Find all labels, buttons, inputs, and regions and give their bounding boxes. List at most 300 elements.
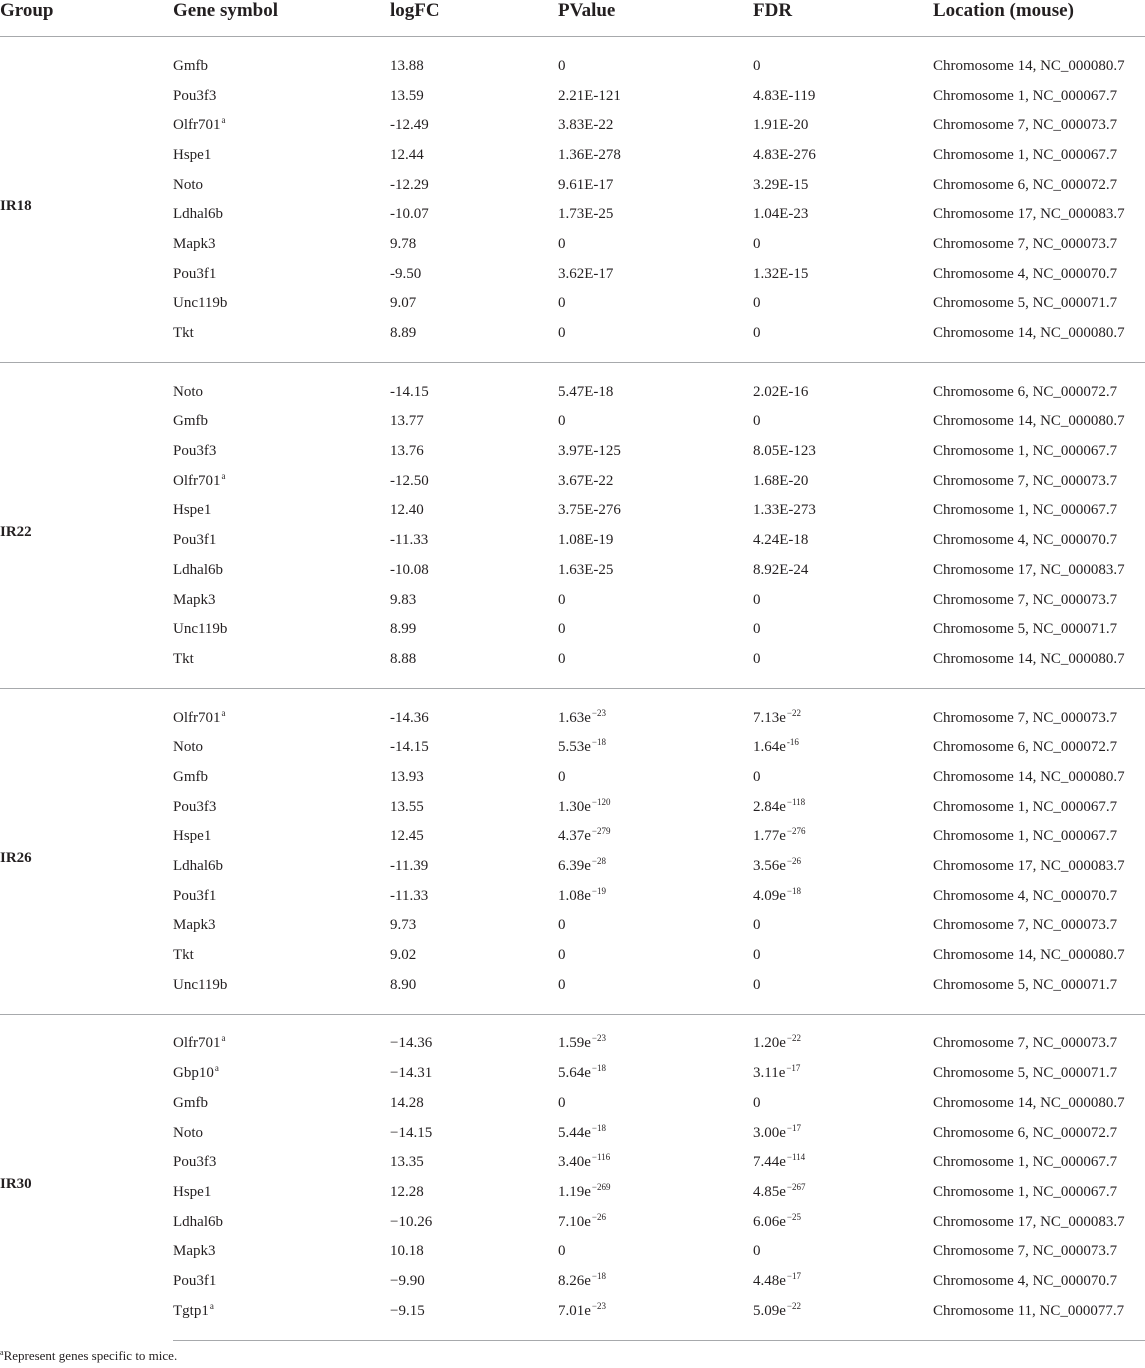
location-cell: Chromosome 7, NC_000073.7 <box>933 591 1118 608</box>
pvalue-cell <box>558 1207 753 1237</box>
gene-symbol-cell-superscript: a <box>221 115 226 126</box>
pvalue-cell <box>558 1236 753 1266</box>
gene-symbol-cell <box>173 644 390 688</box>
logfc-cell: 9.78 <box>390 235 417 252</box>
fdr-cell-value: 8.05E-123 <box>753 443 816 460</box>
fdr-cell-superscript: −17 <box>786 1063 801 1074</box>
logfc-cell: −14.15 <box>390 1124 433 1141</box>
gene-symbol-cell-value: Pou3f1 <box>173 265 217 282</box>
fdr-cell <box>753 81 933 111</box>
fdr-cell-value: 3.29E-15 <box>753 176 809 193</box>
gene-symbol-cell-value: Pou3f3 <box>173 1154 217 1171</box>
pvalue-cell-superscript: −116 <box>591 1152 611 1163</box>
pvalue-cell <box>558 1177 753 1207</box>
gene-symbol-cell <box>173 1147 390 1177</box>
fdr-cell <box>753 1207 933 1237</box>
gene-symbol-cell <box>173 555 390 585</box>
pvalue-cell-value: 1.36E-278 <box>558 146 621 163</box>
logfc-cell: 14.28 <box>390 1094 424 1111</box>
fdr-cell-superscript: −22 <box>786 1300 801 1311</box>
gene-symbol-cell <box>173 1014 390 1058</box>
fdr-cell-value: 0 <box>753 591 761 608</box>
fdr-cell <box>753 140 933 170</box>
pvalue-cell-value: 0 <box>558 650 566 667</box>
gene-symbol-cell-value: Pou3f3 <box>173 443 217 460</box>
logfc-cell: 13.59 <box>390 87 424 104</box>
fdr-cell-value: 0 <box>753 768 761 785</box>
logfc-cell: -14.36 <box>390 688 558 732</box>
gene-symbol-cell <box>173 792 390 822</box>
location-cell: Chromosome 7, NC_000073.7 <box>933 917 1118 934</box>
fdr-cell-value: 5.09e <box>753 1302 786 1319</box>
pvalue-cell <box>558 555 753 585</box>
gene-symbol-cell-value: Tgtp1 <box>173 1302 209 1319</box>
pvalue-cell-value: 3.83E-22 <box>558 117 614 134</box>
pvalue-cell-superscript: −120 <box>591 796 611 807</box>
gene-symbol-cell <box>173 259 390 289</box>
location-cell: Chromosome 14, NC_000080.7 <box>933 325 1125 342</box>
logfc-cell: -12.50 <box>390 472 429 489</box>
fdr-cell <box>753 822 933 852</box>
pvalue-cell <box>558 496 753 526</box>
table-row <box>0 1014 1145 1058</box>
footnote <box>0 1348 177 1364</box>
fdr-cell-superscript: −114 <box>786 1152 806 1163</box>
fdr-cell-superscript: −276 <box>786 826 806 837</box>
gene-symbol-cell-value: Mapk3 <box>173 917 216 934</box>
fdr-cell <box>753 1118 933 1148</box>
gene-symbol-cell <box>173 466 390 496</box>
fdr-cell-value: 0 <box>753 295 761 312</box>
gene-symbol-cell-value: Gmfb <box>173 413 208 430</box>
gene-symbol-cell <box>173 110 390 140</box>
gene-symbol-cell <box>173 170 390 200</box>
table-row <box>0 362 1145 406</box>
fdr-cell <box>753 614 933 644</box>
pvalue-cell-superscript: −18 <box>591 737 606 748</box>
col-header-logfc: logFC <box>390 0 558 37</box>
pvalue-cell-value: 1.63E-25 <box>558 561 614 578</box>
pvalue-cell-value: 5.44e <box>558 1124 591 1141</box>
gene-symbol-cell <box>173 970 390 1014</box>
fdr-cell <box>753 525 933 555</box>
fdr-cell-value: 4.48e <box>753 1272 786 1289</box>
fdr-cell <box>753 1296 933 1340</box>
pvalue-cell-value: 7.10e <box>558 1213 591 1230</box>
gene-symbol-cell-value: Olfr701 <box>173 472 221 489</box>
fdr-cell-value: 1.33E-273 <box>753 502 816 519</box>
gene-symbol-cell-value: Ldhal6b <box>173 561 223 578</box>
fdr-cell-superscript: -16 <box>786 737 799 748</box>
pvalue-cell-value: 0 <box>558 976 566 993</box>
fdr-cell-value: 0 <box>753 325 761 342</box>
location-cell: Chromosome 7, NC_000073.7 <box>933 472 1118 489</box>
pvalue-cell <box>558 762 753 792</box>
pvalue-cell-value: 0 <box>558 917 566 934</box>
fdr-cell <box>753 229 933 259</box>
fdr-cell <box>753 496 933 526</box>
pvalue-cell-superscript: −18 <box>591 1122 606 1133</box>
gene-symbol-cell-value: Unc119b <box>173 621 228 638</box>
logfc-cell: 9.02 <box>390 947 417 964</box>
pvalue-cell <box>558 644 753 688</box>
pvalue-cell-value: 3.40e <box>558 1154 591 1171</box>
location-cell: Chromosome 17, NC_000083.7 <box>933 561 1125 578</box>
fdr-cell-value: 0 <box>753 917 761 934</box>
location-cell: Chromosome 5, NC_000071.7 <box>933 295 1118 312</box>
pvalue-cell-superscript: −23 <box>591 1033 606 1044</box>
fdr-cell-value: 4.85e <box>753 1183 786 1200</box>
location-cell: Chromosome 4, NC_000070.7 <box>933 265 1118 282</box>
fdr-cell-value: 8.92E-24 <box>753 561 809 578</box>
pvalue-cell <box>558 259 753 289</box>
col-header-fdr: FDR <box>753 0 933 37</box>
fdr-cell <box>753 762 933 792</box>
fdr-cell-value: 4.24E-18 <box>753 532 809 549</box>
gene-symbol-cell <box>173 407 390 437</box>
gene-symbol-cell <box>173 496 390 526</box>
fdr-cell-value: 1.04E-23 <box>753 206 809 223</box>
gene-symbol-cell <box>173 362 390 406</box>
logfc-cell: 8.89 <box>390 325 417 342</box>
fdr-cell-value: 1.32E-15 <box>753 265 809 282</box>
fdr-cell-value: 0 <box>753 1094 761 1111</box>
fdr-cell <box>753 362 933 406</box>
gene-symbol-cell-value: Tkt <box>173 325 194 342</box>
pvalue-cell-value: 9.61E-17 <box>558 176 614 193</box>
location-cell: Chromosome 5, NC_000071.7 <box>933 976 1118 993</box>
location-cell: Chromosome 7, NC_000073.7 <box>933 1243 1118 1260</box>
pvalue-cell <box>558 289 753 319</box>
gene-symbol-cell-value: Olfr701 <box>173 1035 221 1052</box>
fdr-cell-superscript: −17 <box>786 1270 801 1281</box>
gene-symbol-cell-value: Hspe1 <box>173 146 212 163</box>
location-cell: Chromosome 14, NC_000080.7 <box>933 413 1125 430</box>
pvalue-cell-value: 0 <box>558 1243 566 1260</box>
fdr-cell-value: 1.77e <box>753 828 786 845</box>
fdr-cell-value: 3.11e <box>753 1065 786 1082</box>
fdr-cell <box>753 1147 933 1177</box>
location-cell: Chromosome 4, NC_000070.7 <box>933 887 1118 904</box>
pvalue-cell <box>558 110 753 140</box>
pvalue-cell <box>558 688 753 732</box>
fdr-cell <box>753 289 933 319</box>
logfc-cell: -10.07 <box>390 206 429 223</box>
pvalue-cell-value: 7.01e <box>558 1302 591 1319</box>
logfc-cell: -14.15 <box>390 362 558 406</box>
gene-symbol-cell-value: Ldhal6b <box>173 206 223 223</box>
location-cell: Chromosome 7, NC_000073.7 <box>933 1014 1145 1058</box>
gene-symbol-cell <box>173 1177 390 1207</box>
location-cell: Chromosome 6, NC_000072.7 <box>933 739 1118 756</box>
gene-symbol-cell-superscript: a <box>221 1033 226 1044</box>
logfc-cell: −10.26 <box>390 1213 433 1230</box>
pvalue-cell-value: 6.39e <box>558 858 591 875</box>
fdr-cell <box>753 37 933 81</box>
pvalue-cell-value: 0 <box>558 235 566 252</box>
pvalue-cell <box>558 732 753 762</box>
pvalue-cell-value: 0 <box>558 57 566 74</box>
gene-symbol-cell-value: Noto <box>173 383 203 400</box>
gene-symbol-cell-value: Pou3f1 <box>173 532 217 549</box>
gene-symbol-cell <box>173 1088 390 1118</box>
pvalue-cell-superscript: −26 <box>591 1211 606 1222</box>
col-header-group: Group <box>0 0 173 37</box>
pvalue-cell-value: 0 <box>558 413 566 430</box>
pvalue-cell-value: 1.19e <box>558 1183 591 1200</box>
pvalue-cell-superscript: −23 <box>591 1300 606 1311</box>
fdr-cell-value: 1.64e <box>753 739 786 756</box>
group-label: IR30 <box>0 1014 173 1340</box>
table-row <box>0 688 1145 732</box>
pvalue-cell <box>558 911 753 941</box>
col-header-location: Location (mouse) <box>933 0 1145 37</box>
header-row <box>0 0 1145 37</box>
pvalue-cell <box>558 140 753 170</box>
location-cell: Chromosome 14, NC_000080.7 <box>933 768 1125 785</box>
pvalue-cell-value: 2.21E-121 <box>558 87 621 104</box>
gene-symbol-cell-value: Mapk3 <box>173 1243 216 1260</box>
location-cell: Chromosome 1, NC_000067.7 <box>933 828 1118 845</box>
gene-symbol-cell-value: Tkt <box>173 947 194 964</box>
fdr-cell-superscript: −267 <box>786 1181 806 1192</box>
gene-symbol-cell-value: Noto <box>173 176 203 193</box>
fdr-cell <box>753 170 933 200</box>
group-label: IR18 <box>0 198 32 215</box>
gene-symbol-cell <box>173 199 390 229</box>
pvalue-cell <box>558 362 753 406</box>
logfc-cell: 12.44 <box>390 146 424 163</box>
pvalue-cell <box>558 1118 753 1148</box>
fdr-cell-value: 1.68E-20 <box>753 472 809 489</box>
fdr-cell <box>753 792 933 822</box>
fdr-cell-value: 3.56e <box>753 858 786 875</box>
gene-symbol-cell <box>173 318 390 362</box>
fdr-cell-superscript: −22 <box>786 1033 801 1044</box>
logfc-cell: -11.33 <box>390 887 429 904</box>
pvalue-cell-superscript: −18 <box>591 1270 606 1281</box>
footnote-text: Represent genes specific to mice. <box>3 1348 178 1363</box>
fdr-cell <box>753 199 933 229</box>
location-cell: Chromosome 6, NC_000072.7 <box>933 1124 1118 1141</box>
gene-symbol-cell <box>173 525 390 555</box>
pvalue-cell <box>558 1147 753 1177</box>
gene-symbol-cell <box>173 732 390 762</box>
pvalue-cell-value: 0 <box>558 768 566 785</box>
gene-symbol-cell-value: Gmfb <box>173 57 208 74</box>
location-cell: Chromosome 6, NC_000072.7 <box>933 362 1145 406</box>
group-label: IR26 <box>0 688 173 1014</box>
pvalue-cell-value: 0 <box>558 295 566 312</box>
group-section-ir22 <box>0 362 1145 688</box>
pvalue-cell <box>558 822 753 852</box>
pvalue-cell-value: 8.26e <box>558 1272 591 1289</box>
fdr-cell-value: 0 <box>753 976 761 993</box>
pvalue-cell <box>558 1058 753 1088</box>
pvalue-cell-value: 5.64e <box>558 1065 591 1082</box>
gene-symbol-cell-value: Olfr701 <box>173 117 221 134</box>
gene-symbol-cell-value: Gmfb <box>173 1094 208 1111</box>
logfc-cell: 8.90 <box>390 976 417 993</box>
pvalue-cell <box>558 851 753 881</box>
gene-symbol-cell <box>173 289 390 319</box>
gene-symbol-cell-value: Gbp10 <box>173 1065 214 1082</box>
location-cell: Chromosome 17, NC_000083.7 <box>933 206 1125 223</box>
gene-symbol-cell-value: Noto <box>173 739 203 756</box>
gene-symbol-cell <box>173 1058 390 1088</box>
fdr-cell <box>753 881 933 911</box>
fdr-cell-superscript: −17 <box>786 1122 801 1133</box>
fdr-cell-value: 2.84e <box>753 798 786 815</box>
pvalue-cell-value: 0 <box>558 947 566 964</box>
pvalue-cell <box>558 970 753 1014</box>
pvalue-cell-superscript: −28 <box>591 856 606 867</box>
fdr-cell-value: 0 <box>753 1243 761 1260</box>
location-cell: Chromosome 1, NC_000067.7 <box>933 146 1118 163</box>
logfc-cell: 12.45 <box>390 828 424 845</box>
pvalue-cell <box>558 436 753 466</box>
gene-symbol-cell-value: Pou3f1 <box>173 887 217 904</box>
logfc-cell: −9.15 <box>390 1296 558 1340</box>
gene-symbol-cell <box>173 822 390 852</box>
fdr-cell <box>753 110 933 140</box>
fdr-cell-value: 3.00e <box>753 1124 786 1141</box>
location-cell: Chromosome 5, NC_000071.7 <box>933 1065 1118 1082</box>
logfc-cell: -12.29 <box>390 176 429 193</box>
location-cell: Chromosome 14, NC_000080.7 <box>933 1094 1125 1111</box>
gene-symbol-cell-value: Gmfb <box>173 768 208 785</box>
pvalue-cell-value: 1.63e <box>558 709 591 726</box>
location-cell: Chromosome 7, NC_000073.7 <box>933 688 1145 732</box>
fdr-cell-value: 7.13e <box>753 709 786 726</box>
pvalue-cell-value: 3.97E-125 <box>558 443 621 460</box>
gene-symbol-cell <box>173 1266 390 1296</box>
pvalue-cell-value: 1.08e <box>558 887 591 904</box>
logfc-cell: 12.28 <box>390 1183 424 1200</box>
gene-symbol-cell-value: Tkt <box>173 650 194 667</box>
logfc-cell: 8.88 <box>390 650 417 667</box>
pvalue-cell <box>558 407 753 437</box>
logfc-cell: -11.33 <box>390 532 429 549</box>
fdr-cell-value: 0 <box>753 947 761 964</box>
location-cell: Chromosome 1, NC_000067.7 <box>933 1183 1118 1200</box>
gene-symbol-cell <box>173 1236 390 1266</box>
footnote-marker: a <box>0 1348 4 1357</box>
group-section-ir30 <box>0 1014 1145 1340</box>
logfc-cell: 10.18 <box>390 1243 424 1260</box>
location-cell: Chromosome 11, NC_000077.7 <box>933 1296 1145 1340</box>
gene-symbol-cell <box>173 1207 390 1237</box>
logfc-cell: 13.77 <box>390 413 424 430</box>
pvalue-cell <box>558 1266 753 1296</box>
pvalue-cell <box>558 792 753 822</box>
gene-symbol-cell <box>173 851 390 881</box>
fdr-cell <box>753 644 933 688</box>
pvalue-cell <box>558 614 753 644</box>
pvalue-cell <box>558 37 753 81</box>
pvalue-cell-value: 1.73E-25 <box>558 206 614 223</box>
fdr-cell <box>753 1088 933 1118</box>
fdr-cell-value: 0 <box>753 413 761 430</box>
pvalue-cell-value: 1.30e <box>558 798 591 815</box>
fdr-cell <box>753 585 933 615</box>
gene-symbol-cell <box>173 762 390 792</box>
fdr-cell-value: 0 <box>753 621 761 638</box>
gene-symbol-cell <box>173 881 390 911</box>
pvalue-cell <box>558 170 753 200</box>
location-cell: Chromosome 5, NC_000071.7 <box>933 621 1118 638</box>
fdr-cell <box>753 555 933 585</box>
pvalue-cell-superscript: −19 <box>591 885 606 896</box>
gene-symbol-cell-value: Pou3f3 <box>173 798 217 815</box>
location-cell: Chromosome 1, NC_000067.7 <box>933 443 1118 460</box>
fdr-cell-superscript: −118 <box>786 796 806 807</box>
logfc-cell: -11.39 <box>390 858 429 875</box>
fdr-cell <box>753 1177 933 1207</box>
logfc-cell: −14.36 <box>390 1014 558 1058</box>
location-cell: Chromosome 14, NC_000080.7 <box>933 57 1125 74</box>
pvalue-cell-value: 1.08E-19 <box>558 532 614 549</box>
fdr-cell <box>753 940 933 970</box>
pvalue-cell <box>558 81 753 111</box>
pvalue-cell-superscript: −279 <box>591 826 611 837</box>
fdr-cell-value: 1.20e <box>753 1035 786 1052</box>
fdr-cell <box>753 318 933 362</box>
group-section-ir26 <box>0 688 1145 1014</box>
gene-symbol-cell-value: Mapk3 <box>173 591 216 608</box>
pvalue-cell <box>558 466 753 496</box>
fdr-cell <box>753 1058 933 1088</box>
pvalue-cell-value: 0 <box>558 591 566 608</box>
pvalue-cell-superscript: −18 <box>591 1063 606 1074</box>
pvalue-cell-value: 0 <box>558 621 566 638</box>
gene-symbol-cell <box>173 140 390 170</box>
location-cell: Chromosome 1, NC_000067.7 <box>933 87 1118 104</box>
gene-symbol-cell-value: Unc119b <box>173 295 228 312</box>
pvalue-cell <box>558 525 753 555</box>
col-header-gene-symbol: Gene symbol <box>173 0 390 37</box>
gene-symbol-cell-value: Pou3f3 <box>173 87 217 104</box>
pvalue-cell <box>558 318 753 362</box>
fdr-cell <box>753 407 933 437</box>
pvalue-cell <box>558 881 753 911</box>
fdr-cell <box>753 732 933 762</box>
pvalue-cell-value: 0 <box>558 1094 566 1111</box>
pvalue-cell-superscript: −23 <box>591 707 606 718</box>
location-cell: Chromosome 4, NC_000070.7 <box>933 1272 1118 1289</box>
pvalue-cell-value: 5.53e <box>558 739 591 756</box>
fdr-cell <box>753 436 933 466</box>
fdr-cell-value: 4.09e <box>753 887 786 904</box>
gene-symbol-cell <box>173 37 390 81</box>
pvalue-cell <box>558 1296 753 1340</box>
gene-symbol-cell <box>173 436 390 466</box>
logfc-cell: 8.99 <box>390 621 417 638</box>
logfc-cell: 13.35 <box>390 1154 424 1171</box>
pvalue-cell <box>558 940 753 970</box>
pvalue-cell-value: 1.59e <box>558 1035 591 1052</box>
location-cell: Chromosome 4, NC_000070.7 <box>933 532 1118 549</box>
pvalue-cell-value: 5.47E-18 <box>558 383 614 400</box>
fdr-cell-value: 2.02E-16 <box>753 383 809 400</box>
pvalue-cell <box>558 229 753 259</box>
gene-symbol-cell-value: Hspe1 <box>173 502 212 519</box>
gene-symbol-cell-value: Pou3f1 <box>173 1272 217 1289</box>
logfc-cell: -10.08 <box>390 561 429 578</box>
fdr-cell-superscript: −25 <box>786 1211 801 1222</box>
location-cell: Chromosome 7, NC_000073.7 <box>933 235 1118 252</box>
fdr-cell <box>753 688 933 732</box>
